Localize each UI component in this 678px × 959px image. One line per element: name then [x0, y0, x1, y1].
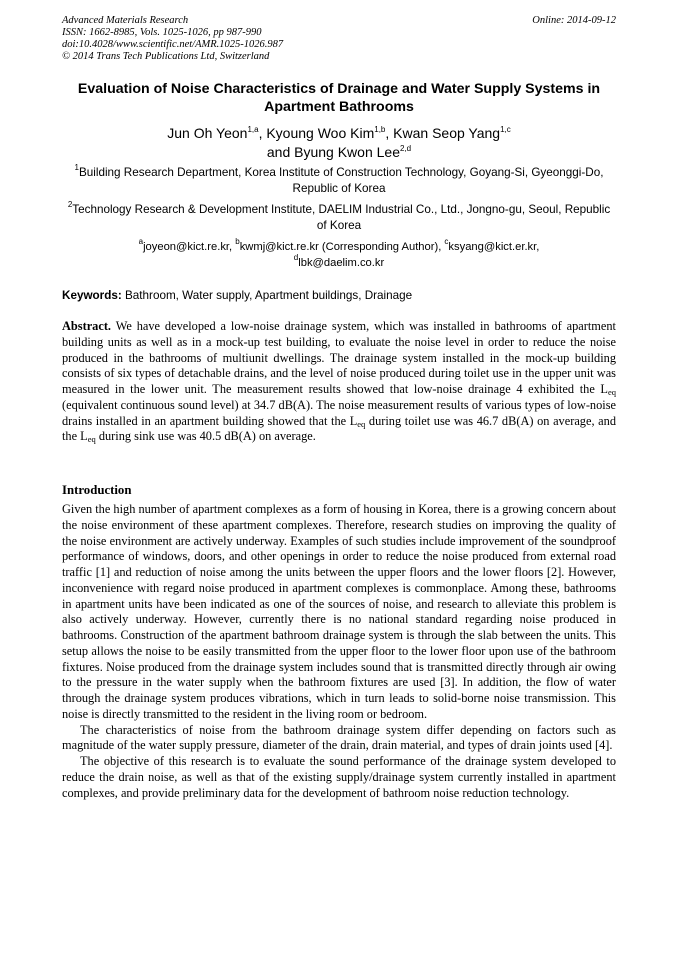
issn-line: ISSN: 1662-8985, Vols. 1025-1026, pp 987-990	[62, 27, 262, 38]
email-d[interactable]: lbk@daelim.co.kr	[298, 257, 385, 269]
affiliation-sup: 2	[67, 200, 73, 209]
affiliation-text: Technology Research & Development Institute, DAELIM Industrial Co., Ltd., Jongno-gu, Seoul, Republic of Korea	[72, 203, 611, 232]
email-c[interactable]: ksyang@kict.er.kr,	[448, 241, 540, 253]
intro-paragraph-3: The objective of this research is to evaluate the sound performance of the drainage system developed to reduce the drain noise, as well as that of the existing supply/drainage system currently installed in apartment complexes, and provide preliminary data for the development of bathroom noise reduction technology.	[62, 754, 616, 800]
copyright-line: © 2014 Trans Tech Publications Ltd, Switzerland	[62, 51, 270, 62]
affiliation-sup: 1	[74, 163, 79, 172]
author-sup: 1,c	[500, 125, 511, 134]
author-name: Kyoung Woo Kim	[266, 125, 375, 141]
abstract-text: (equivalent continuous sound level) at 34.7 dB(A). The noise measurement results of various types of low-noise drains installed in an apartment building showed that the L	[62, 397, 616, 428]
abstract-text: during toilet use was 46.7 dB(A) on average, and the L	[62, 413, 616, 444]
intro-paragraph-1: Given the high number of apartment complexes as a form of housing in Korea, there is a growing concern about the noise environment of these apartment complexes. Therefore, research studies on improving the quality of the noise environment are actively underway. Examples of such studies include improvement of the soundproof performance of windows, doors, and other openings in order to reduce the noise produced from external road traffic [1] and reduction of noise among the units between the upper floors and the lower floors [2]. However, inconvenience with regard noise produced in apartment complexes is commonplace. Among these, bathrooms in apartment units have been indicated as one of the sources of noise, and research to alleviate this problem is also actively underway. However, currently there is no national standard regarding noise produced in bathrooms. Construction of the apartment bathroom drainage system is through the slab between the units. This setup allows the noise to be easily transmitted from the upper floor to the lower floor upon use of the bathroom fixtures. Noise produced from the drainage system includes sound that is transmitted directly through air owing to the pressure in the water supply when the bathroom fixtures are used [3]. In addition, the flow of water through the drainage system produces vibrations, which in turn leads to solid-borne noise transmission. This noise is directly transmitted to the resident in the living room or bedroom.	[62, 502, 616, 721]
email-sup: d	[293, 253, 299, 262]
author-separator: ,	[258, 125, 267, 141]
email-sup: b	[235, 237, 240, 246]
doi-line[interactable]: doi:10.4028/www.scientific.net/AMR.1025-1026.987	[62, 39, 284, 50]
email-sup: a	[138, 237, 144, 246]
author-sup: 2,d	[399, 144, 412, 153]
affiliation-2	[62, 202, 616, 234]
leq-subscript: eq	[607, 387, 616, 397]
author-list	[62, 124, 616, 162]
journal-name: Advanced Materials Research	[62, 15, 189, 26]
author-name: and Byung Kwon Lee	[266, 144, 400, 160]
leq-subscript: eq	[87, 434, 96, 445]
author-line-2	[62, 143, 616, 162]
section-heading-introduction: Introduction	[62, 483, 132, 497]
introduction-body	[62, 502, 616, 801]
author-sup: 1,a	[247, 125, 259, 134]
abstract-text: during sink use was 40.5 dB(A) on average.	[95, 429, 316, 444]
email-b[interactable]: kwmj@kict.re.kr (Corresponding Author),	[239, 241, 445, 253]
author-name: Jun Oh Yeon	[167, 125, 248, 141]
email-list	[62, 239, 616, 271]
affiliation-text: Building Research Department, Korea Institute of Construction Technology, Goyang-Si, Gyeonggi-Do, Republic of Korea	[78, 166, 604, 195]
intro-paragraph-2: The characteristics of noise from the bathroom drainage system differ depending on factors such as magnitude of the water supply pressure, diameter of the drain, drain material, and types of drain joints used [4].	[62, 722, 616, 753]
author-name: Kwan Seop Yang	[393, 125, 501, 141]
abstract-text: We have developed a low-noise drainage system, which was installed in bathrooms of apartment building units as well as in a mock-up test building, to evaluate the noise level in order to reduce the noise produced in the bathrooms of multiunit dwellings. The drainage system installed in the mock-up building consists of six types of detachable drains, and the level of noise produced during toilet use in the upper unit was measured in the lower unit. The measurement results showed that low-noise drainage 4 exhibited the L	[62, 319, 616, 396]
author-sup: 1,b	[374, 125, 386, 134]
email-a[interactable]: joyeon@kict.re.kr,	[143, 241, 236, 253]
keywords-label: Keywords:	[62, 289, 122, 302]
keywords	[62, 288, 616, 304]
abstract-label: Abstract.	[62, 319, 112, 333]
paper-title: Evaluation of Noise Characteristics of Drainage and Water Supply Systems in Apartment Bathrooms	[77, 81, 601, 115]
leq-subscript: eq	[357, 418, 366, 429]
keywords-text: Bathroom, Water supply, Apartment buildings, Drainage	[121, 289, 413, 302]
publication-meta	[62, 15, 283, 63]
author-line-1	[62, 124, 616, 143]
affiliation-1	[62, 165, 616, 197]
abstract	[62, 319, 616, 445]
author-separator: ,	[385, 125, 394, 141]
email-sup: c	[444, 237, 449, 246]
online-date: Online: 2014-09-12	[532, 15, 616, 26]
